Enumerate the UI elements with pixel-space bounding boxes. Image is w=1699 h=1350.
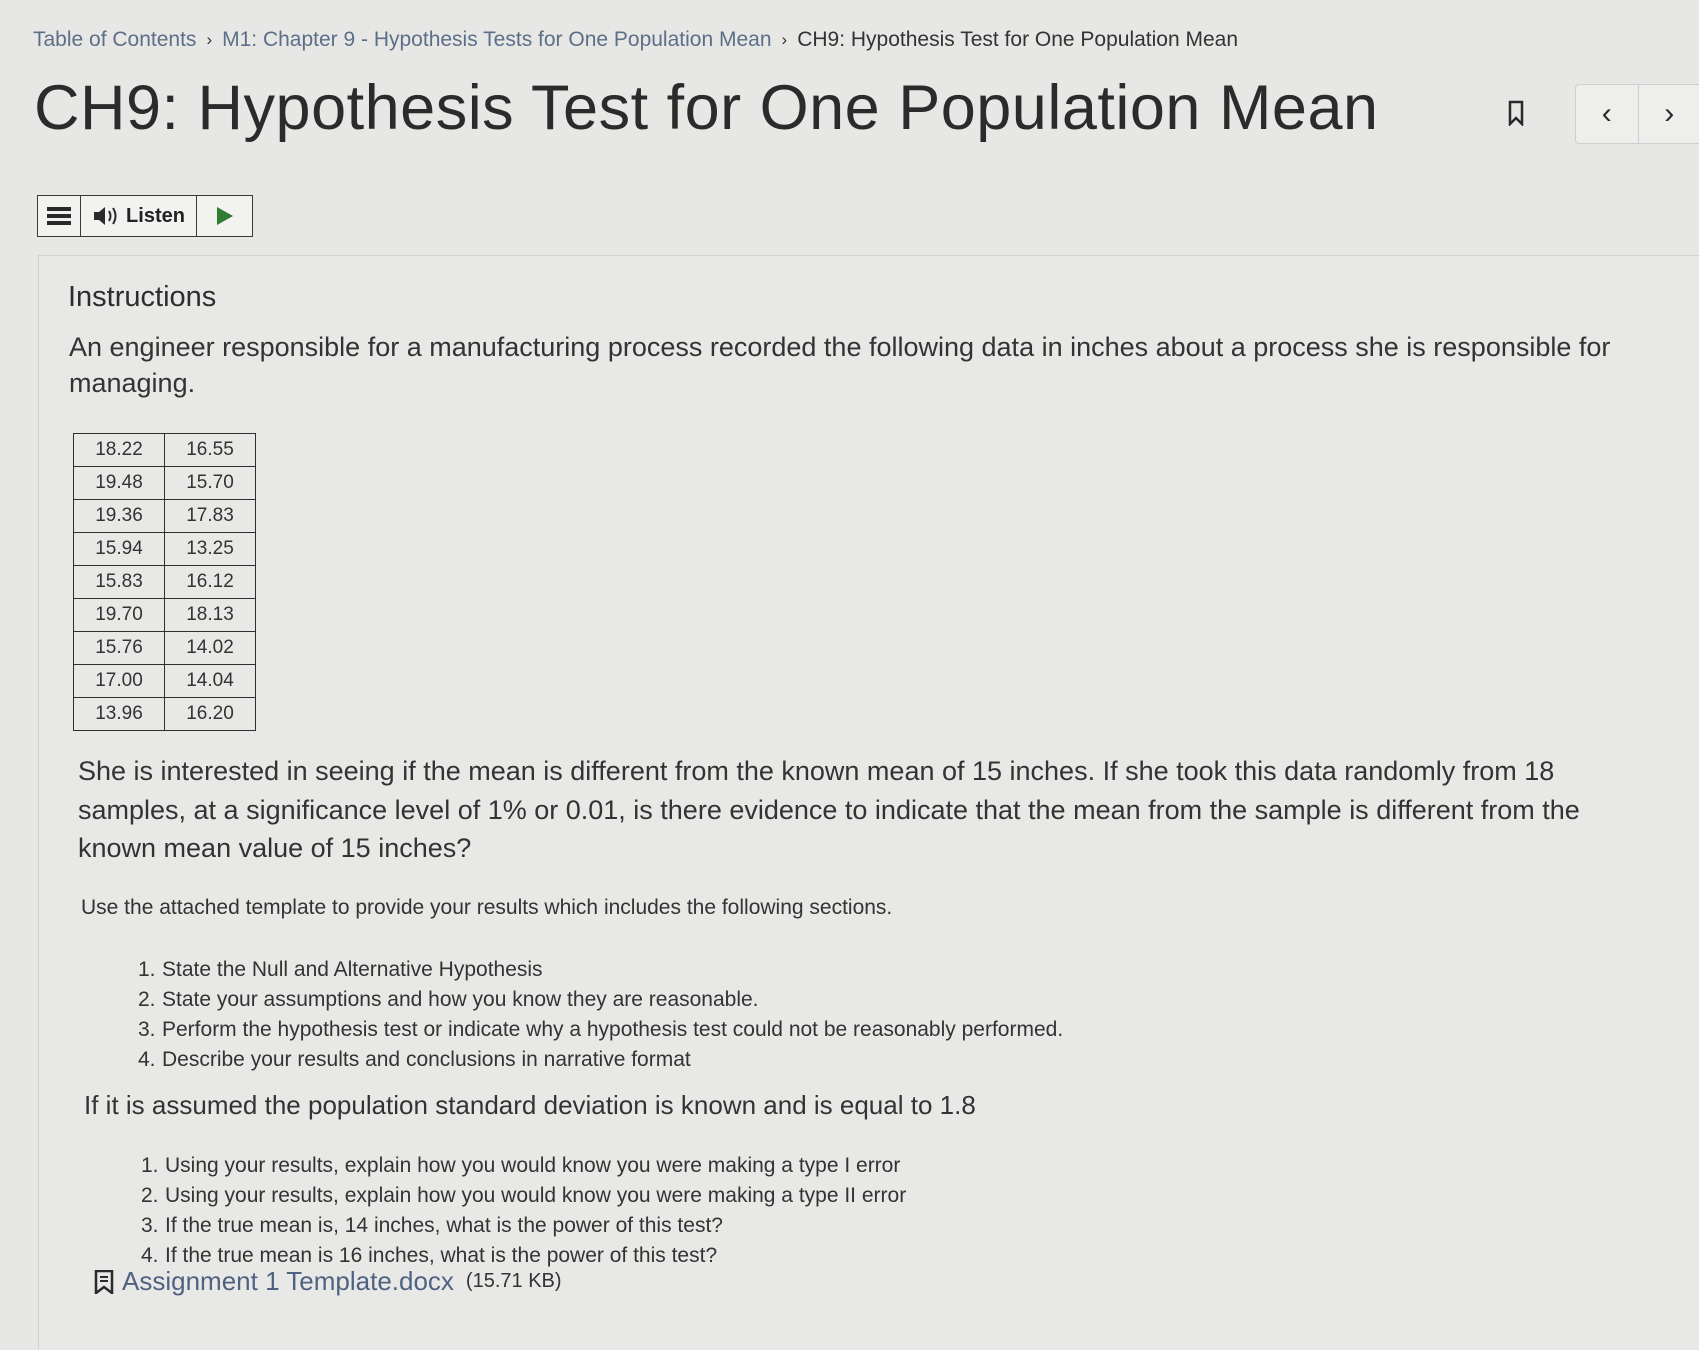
list-item: 2. Using your results, explain how you would know you were making a type II error (141, 1181, 906, 1211)
list-item: 4. If the true mean is 16 inches, what is the power of this test? (141, 1241, 906, 1271)
attachment-size: (15.71 KB) (466, 1270, 562, 1293)
table-row (74, 599, 256, 632)
table-row (74, 566, 256, 599)
topic-navigation (1575, 84, 1699, 144)
list-item: 3. If the true mean is, 14 inches, what is the power of this test? (141, 1211, 906, 1241)
table-cell: 19.48 (74, 467, 165, 500)
listen-label: Listen (126, 205, 185, 228)
table-cell: 17.00 (74, 665, 165, 698)
table-row (74, 632, 256, 665)
list-item: 2. State your assumptions and how you know they are reasonable. (138, 985, 1063, 1015)
table-cell: 18.22 (74, 434, 165, 467)
list-item: 1. State the Null and Alternative Hypothesis (138, 955, 1063, 985)
data-table (73, 433, 256, 731)
table-row (74, 500, 256, 533)
list-item: 3. Perform the hypothesis test or indicate why a hypothesis test could not be reasonably performed. (138, 1015, 1063, 1045)
breadcrumb-chapter[interactable]: M1: Chapter 9 - Hypothesis Tests for One Population Mean (222, 28, 771, 52)
previous-topic-button[interactable] (1576, 85, 1638, 143)
list-item: 4. Describe your results and conclusions in narrative format (138, 1045, 1063, 1075)
question-text: She is interested in seeing if the mean is different from the known mean of 15 inches. If she took this data randomly from 18 samples, at a significance level of 1% or 0.01, is there evidence to indicate that the mean from the sample is different from the known mean value of 15 inches? (78, 752, 1638, 868)
breadcrumb-table-of-contents[interactable]: Table of Contents (33, 28, 196, 52)
instructions-heading: Instructions (68, 281, 216, 314)
table-cell: 14.04 (165, 665, 256, 698)
table-cell: 15.70 (165, 467, 256, 500)
table-cell: 15.94 (74, 533, 165, 566)
table-cell: 13.25 (165, 533, 256, 566)
chevron-right-icon: › (1664, 97, 1674, 131)
table-cell: 15.83 (74, 566, 165, 599)
sections-list (138, 955, 1063, 1075)
page-title: CH9: Hypothesis Test for One Population Mean (34, 72, 1379, 144)
chevron-left-icon: ‹ (1602, 97, 1612, 131)
table-cell: 19.36 (74, 500, 165, 533)
table-cell: 16.20 (165, 698, 256, 731)
instructions-intro: An engineer responsible for a manufacturing process recorded the following data in inches about a process she is responsible for managing. (69, 329, 1669, 401)
read-aloud-menu-button[interactable] (38, 196, 81, 236)
breadcrumb-current: CH9: Hypothesis Test for One Population Mean (797, 28, 1238, 52)
table-cell: 14.02 (165, 632, 256, 665)
listen-button[interactable] (81, 196, 197, 236)
followup-list (141, 1151, 906, 1271)
template-note: Use the attached template to provide your results which includes the following sections. (81, 896, 892, 920)
breadcrumb-separator-icon: › (206, 30, 212, 50)
assumption-text: If it is assumed the population standard deviation is known and is equal to 1.8 (84, 1090, 976, 1121)
table-cell: 15.76 (74, 632, 165, 665)
table-row (74, 434, 256, 467)
read-aloud-toolbar (37, 195, 253, 237)
table-cell: 13.96 (74, 698, 165, 731)
breadcrumb (33, 28, 1238, 52)
attachment (94, 1266, 562, 1297)
play-button[interactable] (197, 196, 252, 236)
document-icon (94, 1270, 114, 1294)
table-cell: 19.70 (74, 599, 165, 632)
table-row (74, 665, 256, 698)
speaker-icon (92, 205, 120, 227)
table-cell: 18.13 (165, 599, 256, 632)
table-cell: 16.55 (165, 434, 256, 467)
table-cell: 16.12 (165, 566, 256, 599)
table-row (74, 698, 256, 731)
table-row (74, 533, 256, 566)
next-topic-button[interactable] (1638, 85, 1699, 143)
list-item: 1. Using your results, explain how you would know you were making a type I error (141, 1151, 906, 1181)
table-cell: 17.83 (165, 500, 256, 533)
attachment-link[interactable]: Assignment 1 Template.docx (122, 1266, 454, 1297)
table-row (74, 467, 256, 500)
breadcrumb-separator-icon: › (782, 30, 788, 50)
menu-icon (47, 207, 71, 225)
bookmark-icon[interactable] (1505, 96, 1527, 130)
play-icon (216, 206, 234, 226)
